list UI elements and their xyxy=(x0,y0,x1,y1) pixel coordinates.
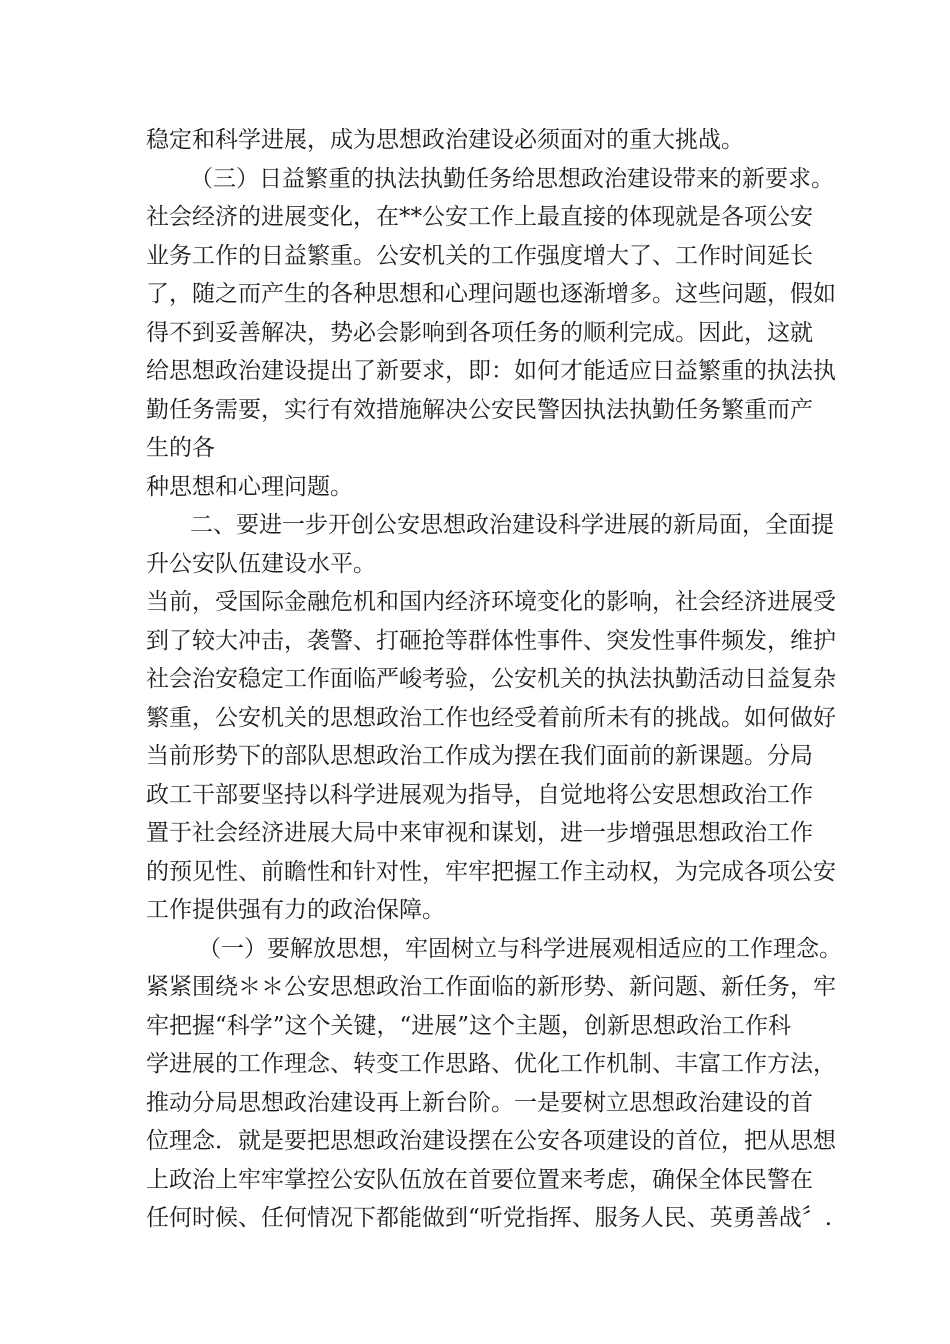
text-line: 任何时候、任何情况下都能做到“听党指挥、服务人民、英勇善战〞. xyxy=(146,1205,833,1231)
section-heading-3: （三）日益繁重的执法执勤任务给思想政治建设带来的新要求。 xyxy=(190,165,834,192)
text-line: 勤任务需要，实行有效措施解决公安民警因执法执勤任务繁重而产 xyxy=(146,396,813,423)
text-line: 给思想政治建设提出了新要求，即：如何才能适应日益繁重的执法执 xyxy=(146,358,836,384)
text-line: 业务工作的日益繁重。公安机关的工作强度增大了、工作时间延长 xyxy=(146,242,813,269)
text-line: 繁重，公安机关的思想政治工作也经受着前所未有的挑战。如何做好 xyxy=(146,704,836,731)
section-heading-1: （一）要解放思想，牢固树立与科学进展观相适应的工作理念。 xyxy=(198,935,842,962)
text-line: 推动分局思想政治建设再上新台阶。一是要树立思想政治建设的首 xyxy=(146,1089,813,1116)
text-line: 上政治上牢牢掌控公安队伍放在首要位置来考虑，确保全体民警在 xyxy=(146,1166,813,1193)
text-line: 生的各 xyxy=(146,435,215,461)
text-line: 得不到妥善解决，势必会影响到各项任务的顺利完成。因此，这就 xyxy=(146,319,813,346)
text-line: 当前，受国际金融危机和国内经济环境变化的影响，社会经济进展受 xyxy=(146,589,836,615)
text-line: 牢把握“科学”这个关键，“进展”这个主题，创新思想政治工作科 xyxy=(146,1012,792,1039)
text-line: 学进展的工作理念、转变工作思路、优化工作机制、丰富工作方法， xyxy=(146,1051,836,1077)
text-line: 了，随之而产生的各种思想和心理问题也逐渐增多。这些问题，假如 xyxy=(146,281,836,307)
document-body xyxy=(146,121,842,1238)
text-line: 工作提供强有力的政治保障。 xyxy=(146,897,445,923)
text-line: 升公安队伍建设水平。 xyxy=(146,550,376,577)
text-line: 紧紧围绕＊＊公安思想政治工作面临的新形势、新问题、新任务，牢 xyxy=(146,974,836,1000)
text-line: 位理念．就是要把思想政治建设摆在公安各项建设的首位，把从思想 xyxy=(146,1128,836,1154)
text-line: 稳定和科学进展，成为思想政治建设必须面对的重大挑战。 xyxy=(146,127,744,153)
text-line: 社会经济的进展变化，在**公安工作上最直接的体现就是各项公安 xyxy=(146,204,813,230)
text-line: 社会治安稳定工作面临严峻考验，公安机关的执法执勤活动日益复杂 xyxy=(146,666,836,692)
text-line: 种思想和心理问题。 xyxy=(146,473,353,500)
text-line: 政工干部要坚持以科学进展观为指导，自觉地将公安思想政治工作 xyxy=(146,781,813,808)
text-line: 到了较大冲击，袭警、打砸抢等群体性事件、突发性事件频发，维护 xyxy=(146,627,836,654)
text-line: 置于社会经济进展大局中来审视和谋划，进一步增强思想政治工作 xyxy=(146,820,813,846)
text-line: 当前形势下的部队思想政治工作成为摆在我们面前的新课题。分局 xyxy=(146,743,813,769)
text-line: 的预见性、前瞻性和针对性，牢牢把握工作主动权，为完成各项公安 xyxy=(146,858,836,885)
section-heading-2: 二、要进一步开创公安思想政治建设科学进展的新局面，全面提 xyxy=(190,512,834,538)
